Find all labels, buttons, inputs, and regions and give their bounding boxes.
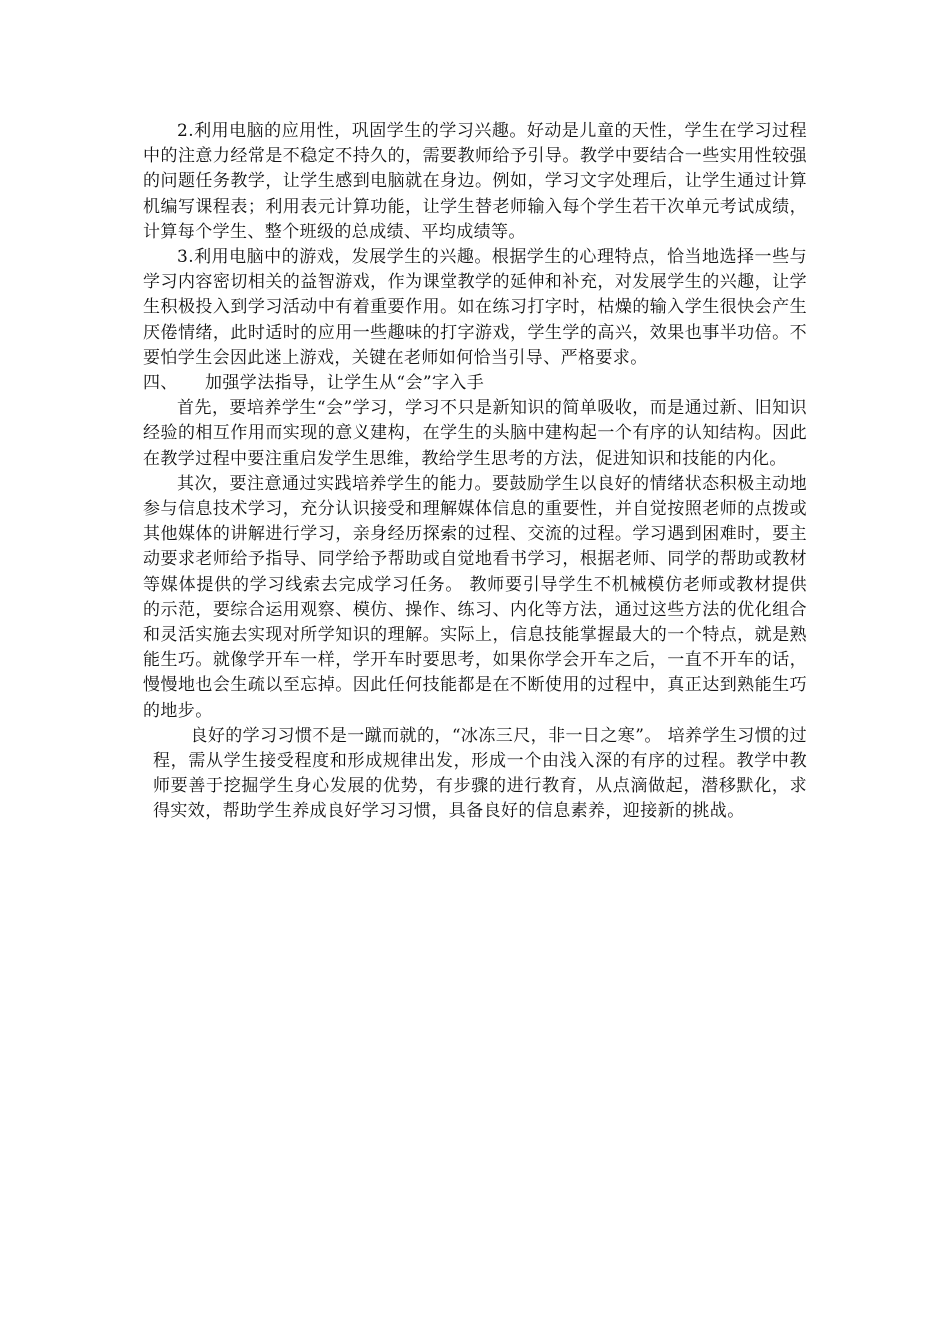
section-title: 加强学法指导，让学生从“会”字入手 bbox=[205, 373, 485, 394]
paragraph-conclusion: 良好的学习习惯不是一蹴而就的，“冰冻三尺，非一日之寒”。 培养学生习惯的过程，需从学生接受程度和形成规律出发，形成一个由浅入深的有序的过程。教学中教师要善于挖掘学生身心发展的优势，有步骤的进行教育，从点滴做起，潜移默化，求得实效，帮助学生养成良好学习习惯，具备良好的信息素养，迎接新的挑战。 bbox=[153, 725, 807, 822]
paragraph-item-2: 2.利用电脑的应用性，巩固学生的学习兴趣。好动是儿童的天性，学生在学习过程中的注意力经常是不稳定不持久的，需要教师给予引导。教学中要结合一些实用性较强的问题任务教学，让学生感到电脑就在身边。例如，学习文字处理后，让学生通过计算机编写课程表；利用表元计算功能，让学生替老师输入每个学生若干次单元考试成绩，计算每个学生、整个班级的总成绩、平均成绩等。 bbox=[143, 121, 807, 242]
paragraph-item-3: 3.利用电脑中的游戏，发展学生的兴趣。根据学生的心理特点，恰当地选择一些与学习内容密切相关的益智游戏，作为课堂教学的延伸和补充，对发展学生的兴趣，让学生积极投入到学习活动中有着重要作用。如在练习打字时，枯燥的输入学生很快会产生厌倦情绪，此时适时的应用一些趣味的打字游戏，学生学的高兴，效果也事半功倍。不要怕学生会因此迷上游戏，关键在老师如何恰当引导、严格要求。 bbox=[143, 247, 807, 368]
document-body bbox=[143, 119, 807, 825]
paragraph-first: 首先，要培养学生“会”学习，学习不只是新知识的简单吸收，而是通过新、旧知识经验的相互作用而实现的意义建构，在学生的头脑中建构起一个有序的认知结构。因此在教学过程中要注重启发学生思维，教给学生思考的方法，促进知识和技能的内化。 bbox=[143, 398, 807, 469]
paragraph-second: 其次，要注意通过实践培养学生的能力。要鼓励学生以良好的情绪状态积极主动地参与信息技术学习，充分认识接受和理解媒体信息的重要性，并自觉按照老师的点拨或其他媒体的讲解进行学习，亲身经历探索的过程、交流的过程。学习遇到困难时，要主动要求老师给予指导、同学给予帮助或自觉地看书学习，根据老师、同学的帮助或教材等媒体提供的学习线索去完成学习任务。 教师要引导学生不机械模仿老师或教材提供的示范，要综合运用观察、模仿、操作、练习、内化等方法，通过这些方法的优化组合和灵活实施去实现对所学知识的理解。实际上，信息技能掌握最大的一个特点，就是熟能生巧。就像学开车一样，学开车时要思考，如果你学会开车之后，一直不开车的话，慢慢地也会生疏以至忘掉。因此任何技能都是在不断使用的过程中，真正达到熟能生巧的地步。 bbox=[143, 473, 807, 721]
section-number: 四、 bbox=[143, 373, 178, 394]
section-heading bbox=[143, 371, 807, 396]
